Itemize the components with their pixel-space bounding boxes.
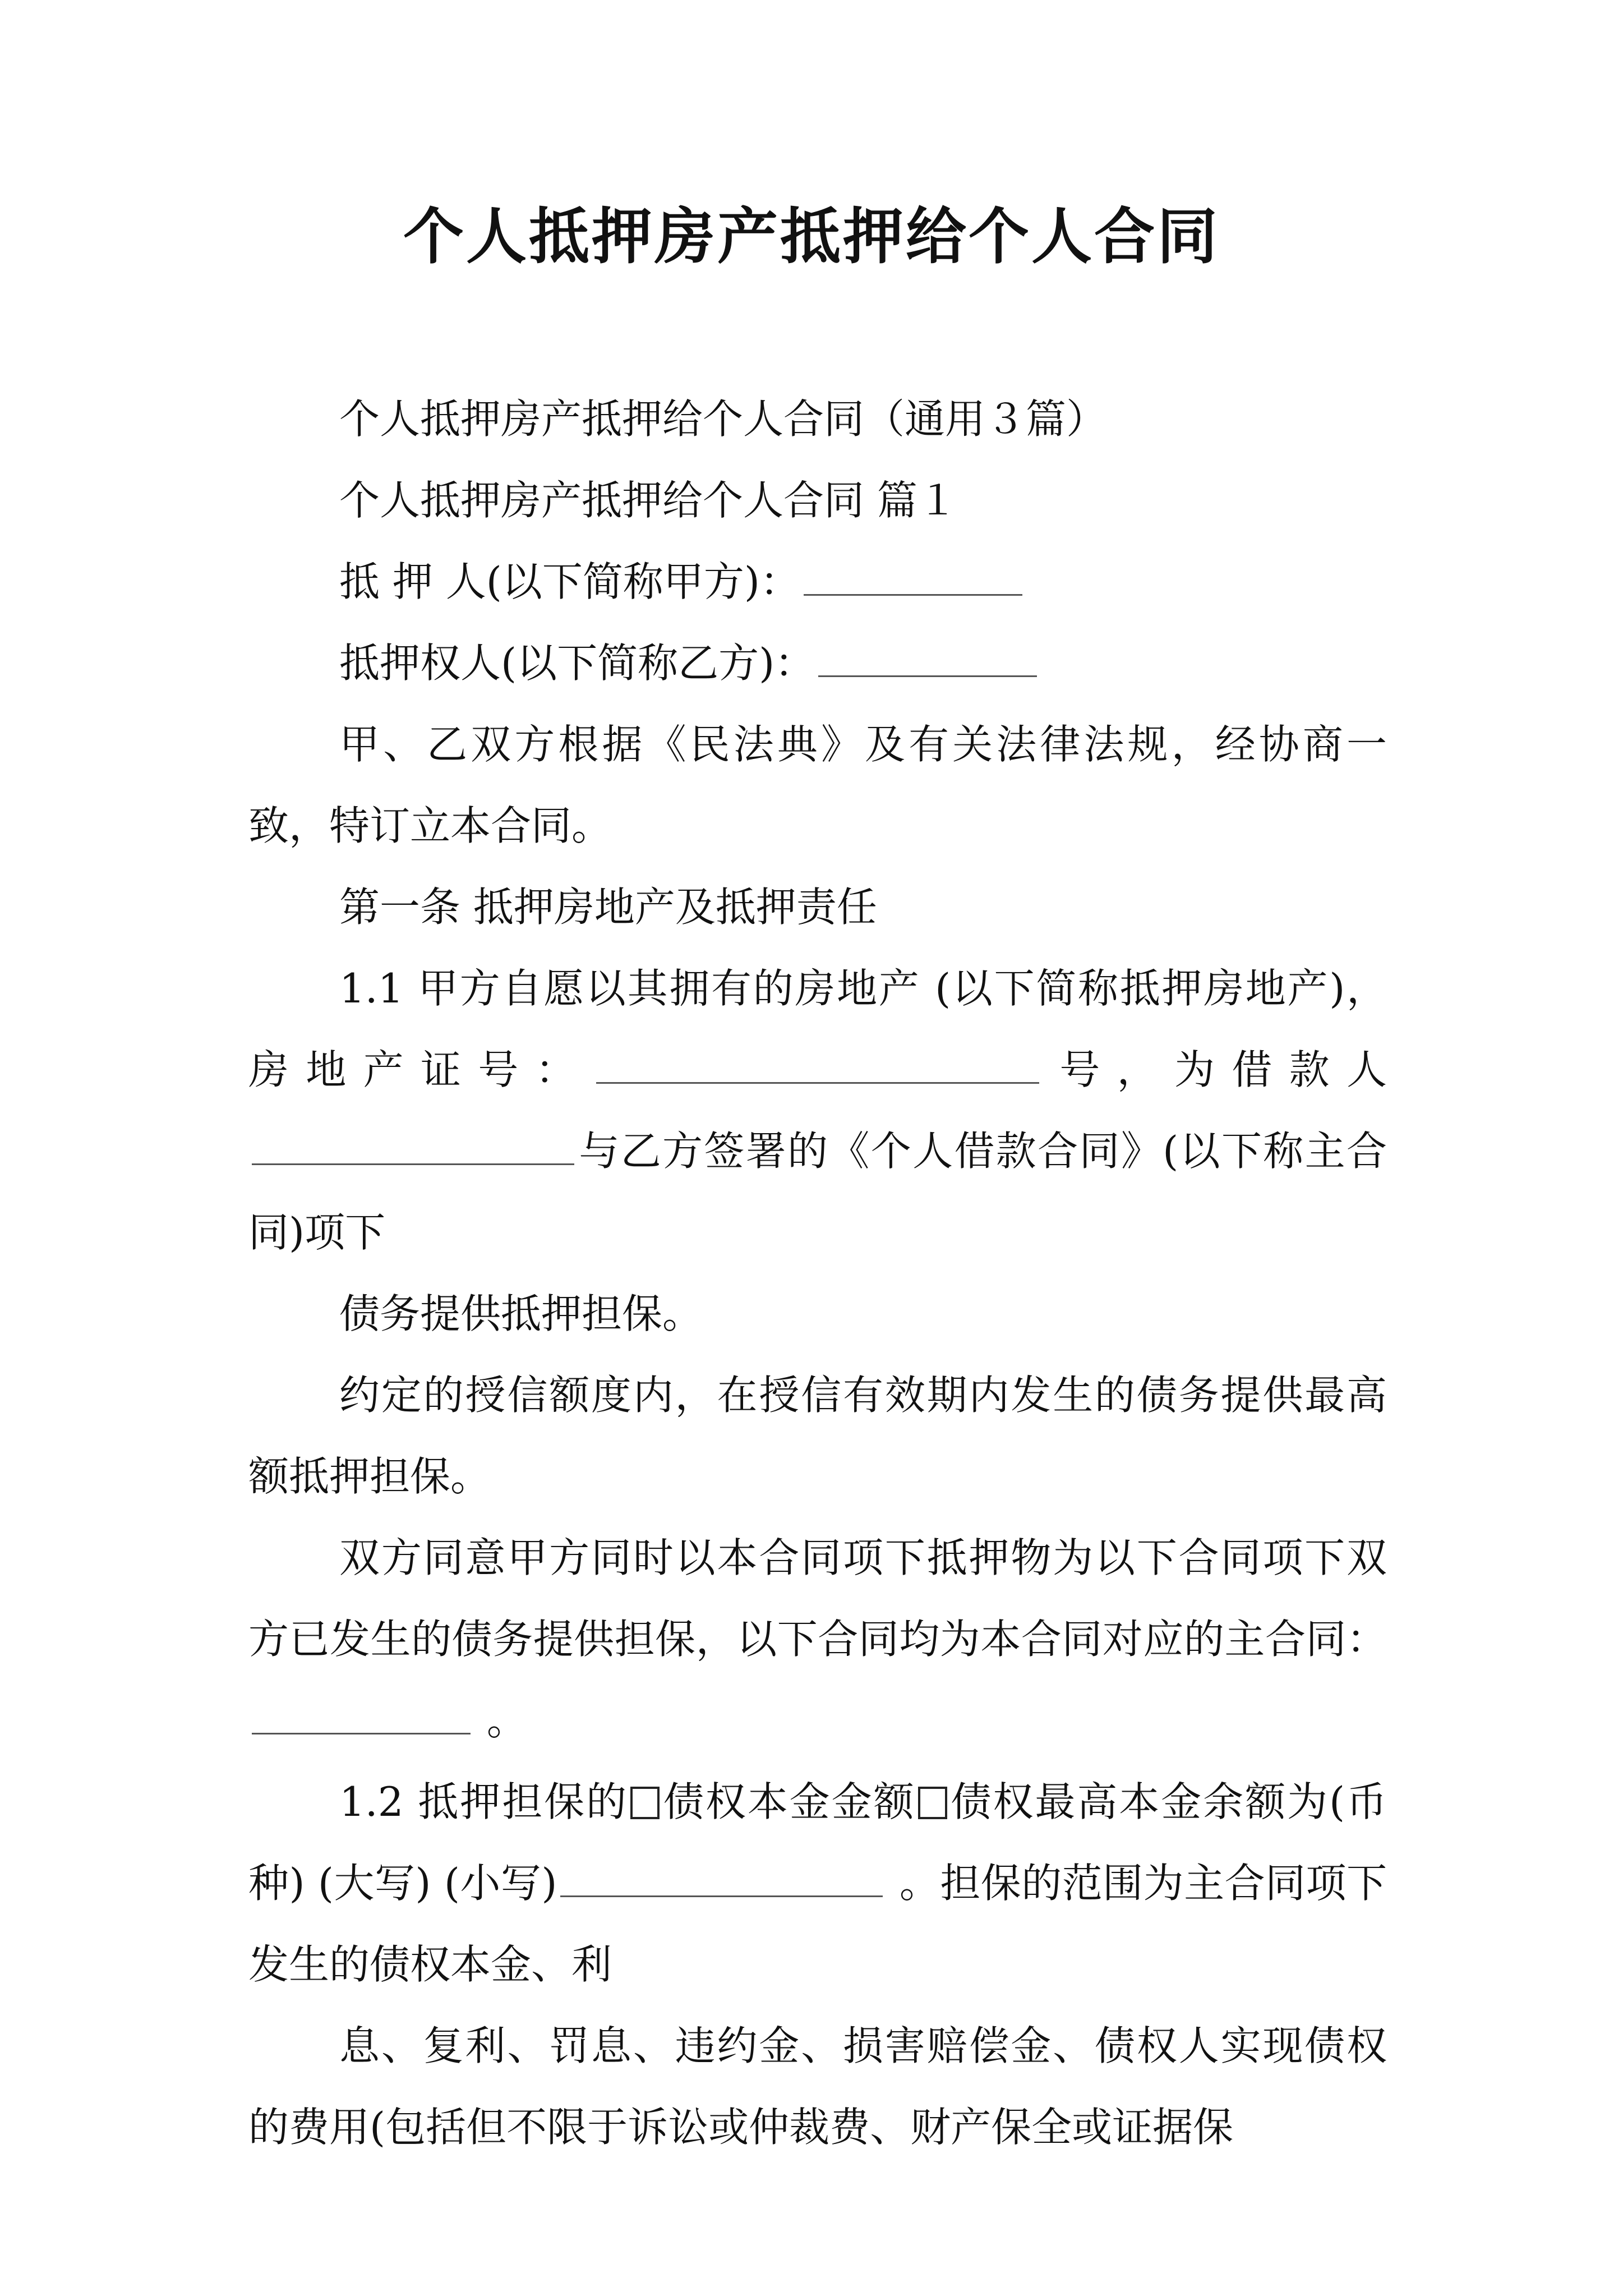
clause-1-2-text-a: 1.2 抵押担保的 — [339, 1778, 629, 1825]
paragraph-mortgagee — [248, 623, 1387, 704]
clause-1-1-text-a: 1.1 甲方自愿以其拥有的房地产 (以下简称抵押房地产)，房地产证号： — [248, 965, 1387, 1093]
existing-debts-text: 双方同意甲方同时以本合同项下抵押物为以下合同项下双方已发生的债务提供担保，以下合同均为本合同对应的主合同： — [248, 1534, 1387, 1663]
paragraph-clause-1-2 — [248, 1761, 1387, 2005]
clause-1-2-text-d: 。担保的范围为主合同项下发生的债权本金、利 — [248, 1860, 1387, 1988]
paragraph-preamble: 甲、乙双方根据《民法典》及有关法律法规，经协商一致，特订立本合同。 — [248, 721, 1387, 849]
mortgagor-blank — [804, 560, 1022, 596]
paragraph-part-heading: 个人抵押房产抵押给个人合同 篇１ — [339, 477, 958, 524]
paragraph-mortgagor — [248, 541, 1387, 623]
paragraph-existing-debts — [248, 1517, 1387, 1761]
clause-1-2-text-c: 债权最高本金余额为(币种) (大写) (小写) — [248, 1778, 1387, 1907]
property-certificate-blank — [596, 1048, 1039, 1084]
existing-debts-end: 。 — [486, 1697, 527, 1744]
mortgagee-blank — [818, 642, 1037, 677]
checkbox-principal-amount[interactable] — [630, 1787, 660, 1819]
borrower-blank — [252, 1130, 574, 1165]
paragraph-guarantee-scope: 息、复利、罚息、违约金、损害赔偿金、债权人实现债权的费用(包括但不限于诉讼或仲裁费、财产保全或证据保 — [248, 2022, 1387, 2151]
mortgagor-label: 抵 押 人(以下简称甲方)： — [339, 558, 800, 605]
document-body — [248, 379, 1387, 2168]
clause-1-2-text-b: 债权本金金额 — [662, 1778, 916, 1825]
main-contract-blank — [252, 1699, 471, 1734]
document-title: 个人抵押房产抵押给个人合同 — [403, 201, 1220, 272]
paragraph-subtitle: 个人抵押房产抵押给个人合同（通用３篇） — [339, 395, 1107, 443]
checkbox-max-principal-balance[interactable] — [918, 1787, 947, 1819]
clause-1-1-text-b: 号，为借款人 — [1043, 1046, 1387, 1093]
mortgagee-label: 抵押权人(以下简称乙方)： — [339, 639, 815, 687]
paragraph-max-guarantee: 约定的授信额度内，在授信有效期内发生的债务提供最高额抵押担保。 — [248, 1372, 1387, 1500]
clause-1-1-text-c: 与乙方签署的《个人借款合同》(以下称主合同)项下 — [248, 1128, 1387, 1256]
paragraph-clause-1-1 — [248, 948, 1387, 1273]
amount-blank — [560, 1862, 883, 1897]
paragraph-article-one-heading: 第一条 抵押房地产及抵押责任 — [339, 884, 877, 931]
paragraph-debt-guarantee: 债务提供抵押担保。 — [339, 1290, 703, 1337]
